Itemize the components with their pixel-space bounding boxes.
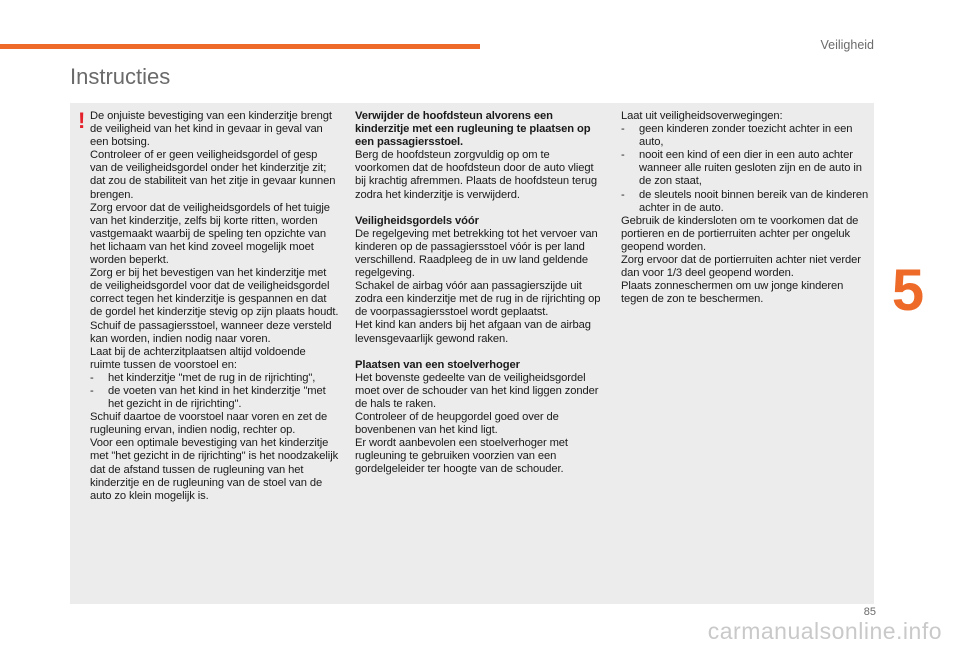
column-headrest-belts <box>355 110 605 476</box>
list-item-text: de sleutels nooit binnen bereik van de kinderen achter in de auto. <box>639 188 869 214</box>
chapter-number: 5 <box>891 258 925 323</box>
front-belts-text: De regelgeving met betrekking tot het vervoer van kinderen op de passagiersstoel vóór is per land verschillend. Raadpleeg de in uw land geldende regelgeving. Schakel de airbag vóór aan passagierszijde uit zodra een kinderzitje met de rug in de rijrichting op de voorpassagiersstoel wordt geplaatst. Het kind kan anders bij het afgaan van de airbag levensgevaarlijk gewond raken. <box>355 227 601 345</box>
list-item <box>621 149 871 188</box>
watermark-text: carmanualsonline.info <box>707 618 942 644</box>
col1-paragraph-1: De onjuiste bevestiging van een kinderzitje brengt de veiligheid van het kind in gevaar in geval van een botsing. Controleer of er geen veiligheidsgordel of gesp van de veiligheidsgordel onder het kinderzitje zit; dat zou de stabiliteit van het zitje in gevaar kunnen brengen. Zorg ervoor dat de veiligheidsgordels of het tuigje van het kinderzitje, zelfs bij korte ritten, worden vastgemaakt waarbij de speling ten opzichte van het lichaam van het kind zoveel mogelijk moet worden beperkt. Zorg er bij het bevestigen van het kinderzitje met de veiligheidsgordel voor dat de veiligheidsgordel correct tegen het kinderzitje is gespannen en dat de gordel het kinderzitje stevig op zijn plaats houdt. Schuif de passagiersstoel, wanneer deze versteld kan worden, indien nodig naar voren. Laat bij de achterzitplaatsen altijd voldoende ruimte tussen de voorstoel en: <box>90 110 339 371</box>
col3-intro: Laat uit veiligheidsoverwegingen: <box>621 110 783 122</box>
list-item-text: de voeten van het kind in het kinderzitje "met het gezicht in de rijrichting". <box>108 384 326 411</box>
bullet-dash: - <box>621 188 625 201</box>
list-item <box>621 189 871 215</box>
page-number: 85 <box>863 606 876 618</box>
col1-paragraph-2: Schuif daartoe de voorstoel naar voren en zet de rugleuning ervan, indien nodig, rechter op. Voor een optimale bevestiging van het kinderzitje met "het gezicht in de rijrichting" is het noodzakelijk dat de afstand tussen de rugleuning van het kinderzitje en de rugleuning van de stoel van de auto zo klein mogelijk is. <box>90 411 339 502</box>
list-item <box>90 372 348 385</box>
headrest-text: Berg de hoofdsteun zorgvuldig op om te voorkomen dat de hoofdsteun door de auto vliegt bij krachtig afremmen. Plaats de hoofdsteun terug zodra het kinderzitje is verwijderd. <box>355 149 597 201</box>
bullet-dash: - <box>90 384 94 397</box>
column-safety-reasons <box>621 110 871 306</box>
column-warnings <box>90 110 348 503</box>
col3-paragraph-2: Gebruik de kindersloten om te voorkomen dat de portieren en de portierruiten achter per ongeluk geopend worden. Zorg ervoor dat de portierruiten achter niet verder dan voor 1/3 deel geopend worden. Plaats zonneschermen om uw jonge kinderen tegen de zon te beschermen. <box>621 214 861 306</box>
bullet-dash: - <box>621 123 625 136</box>
accent-bar <box>0 44 480 49</box>
list-item-text: het kinderzitje "met de rug in de rijrichting", <box>108 371 316 384</box>
front-belts-heading: Veiligheidsgordels vóór <box>355 214 479 227</box>
section-label: Veiligheid <box>820 38 874 52</box>
headrest-heading: Verwijder de hoofdsteun alvorens een kinderzitje met een rugleuning te plaatsen op een passagiersstoel. <box>355 110 591 149</box>
booster-text: Het bovenste gedeelte van de veiligheidsgordel moet over de schouder van het kind liggen zonder de hals te raken. Controleer of de heupgordel goed over de bovenbenen van het kind ligt. Er wordt aanbevolen een stoelverhoger met rugleuning te gebruiken voorzien van een gordelgeleider ter hoogte van de schouder. <box>355 371 599 476</box>
bullet-dash: - <box>621 149 625 162</box>
booster-heading: Plaatsen van een stoelverhoger <box>355 358 520 371</box>
bullet-dash: - <box>90 371 94 384</box>
list-item-text: geen kinderen zonder toezicht achter in een auto, <box>639 123 853 149</box>
warning-icon: ! <box>78 108 86 133</box>
list-item <box>621 123 871 149</box>
list-item <box>90 385 348 411</box>
page-title: Instructies <box>70 64 171 89</box>
list-item-text: nooit een kind of een dier in een auto achter wanneer alle ruiten gesloten zijn en de auto in de zon staat, <box>639 149 862 188</box>
